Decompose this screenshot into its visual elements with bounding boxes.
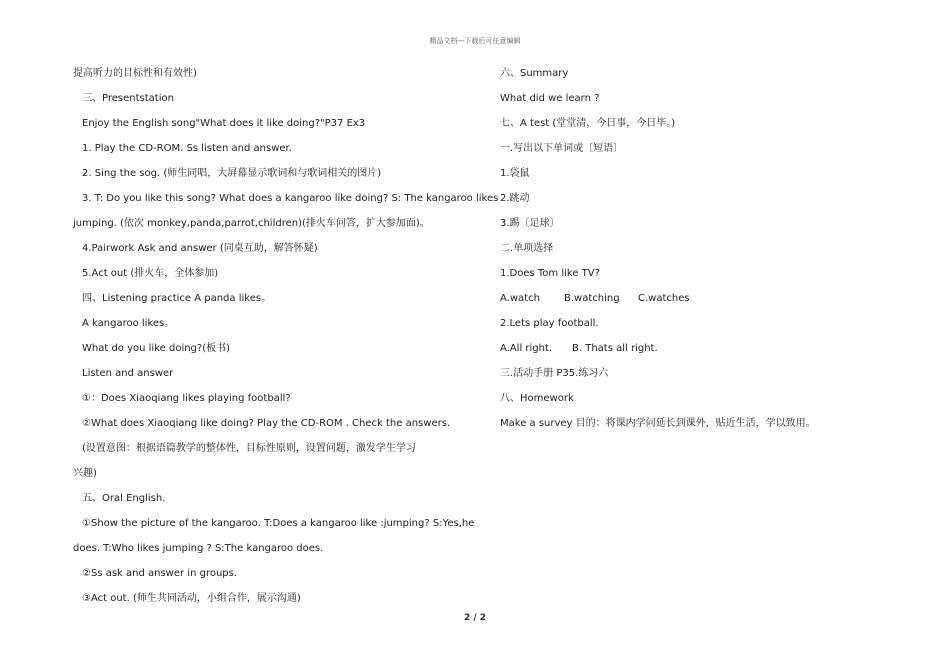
option-a: A.All right. <box>500 343 553 354</box>
left-text-line: ①Show the picture of the kangaroo. T:Does a kangaroo like :jumping? S:Yes,he <box>82 518 475 529</box>
left-text-line: jumping. (依次 monkey,panda,parrot,children)(排火车问答，扩大参加面)。 <box>73 218 430 229</box>
homework-text: Make a survey 目的：将课内学问延长到课外，贴近生活，学以致用。 <box>500 418 816 429</box>
section-homework-heading: 八、Homework <box>500 393 574 404</box>
right-column <box>500 64 900 439</box>
summary-question: What did we learn ? <box>500 93 600 104</box>
exercise-1-heading: 一.写出以下单词或〔短语〕 <box>500 143 624 154</box>
question-1: 1.Does Tom like TV? <box>500 268 600 279</box>
page-header: 精品文档---下载后可任意编辑 <box>429 37 521 45</box>
left-text-line: A kangaroo likes。 <box>82 318 175 329</box>
page-number: 2 / 2 <box>463 613 487 623</box>
left-text-line: 1. Play the CD-ROM. Ss listen and answer. <box>82 143 292 154</box>
left-text-line: 4.Pairwork Ask and answer (同桌互助，解答怀疑) <box>82 243 318 254</box>
left-text-line: 2. Sing the sog. (师生同唱，大屏幕显示歌词和与歌词相关的图片) <box>82 168 382 179</box>
exercise-1-item-3: 3.踢〔足球〕 <box>500 218 560 229</box>
option-c: C.watches <box>638 293 690 304</box>
section-test-heading: 七、A test (堂堂清，今日事，今日毕。) <box>500 118 676 129</box>
left-text-line: What do you like doing?(板书) <box>82 343 231 354</box>
exercise-3-heading: 三.活动手册 P35.练习六 <box>500 368 609 379</box>
left-column <box>73 64 499 614</box>
left-text-line: ②Ss ask and answer in groups. <box>82 568 238 579</box>
left-text-line: Listen and answer <box>82 368 174 379</box>
question-1-options <box>500 289 900 314</box>
question-2-options <box>500 339 900 364</box>
option-b: B. Thats all right. <box>572 343 658 354</box>
left-text-line: ①：Does Xiaoqiang likes playing football? <box>82 393 291 404</box>
option-a: A.watch <box>500 293 540 304</box>
left-text-line: 3. T: Do you like this song? What does a kangaroo like doing? S: The kangaroo likes <box>82 193 499 204</box>
left-text-line: ③Act out. (师生共同活动，小组合作，展示沟通) <box>82 593 301 604</box>
left-text-line: 五、Oral English. <box>82 493 166 504</box>
exercise-1-item-1: 1.袋鼠 <box>500 168 530 179</box>
left-text-line: 兴趣) <box>73 468 97 479</box>
section-summary-heading: 六、Summary <box>500 68 569 79</box>
option-b: B.watching <box>564 293 620 304</box>
left-text-line: 提高听力的目标性和有效性) <box>73 68 197 79</box>
left-text-line: Enjoy the English song"What does it like doing?"P37 Ex3 <box>82 118 366 129</box>
left-text-line: does. T:Who likes jumping ? S:The kangaroo does. <box>73 543 324 554</box>
left-text-line: ②What does Xiaoqiang like doing? Play the CD-ROM . Check the answers. <box>82 418 451 429</box>
left-text-line: (设置意图：根据语篇教学的整体性，目标性原则，设置问题，激发学生学习 <box>82 443 416 454</box>
exercise-1-item-2: 2.跳动 <box>500 193 530 204</box>
exercise-2-heading: 二.单项选择 <box>500 243 554 254</box>
question-2: 2.Lets play football. <box>500 318 599 329</box>
left-text-line: 5.Act out (排火车，全体参加) <box>82 268 219 279</box>
left-text-line: 三、Presentstation <box>82 93 174 104</box>
left-text-line: 四、Listening practice A panda likes。 <box>82 293 272 304</box>
